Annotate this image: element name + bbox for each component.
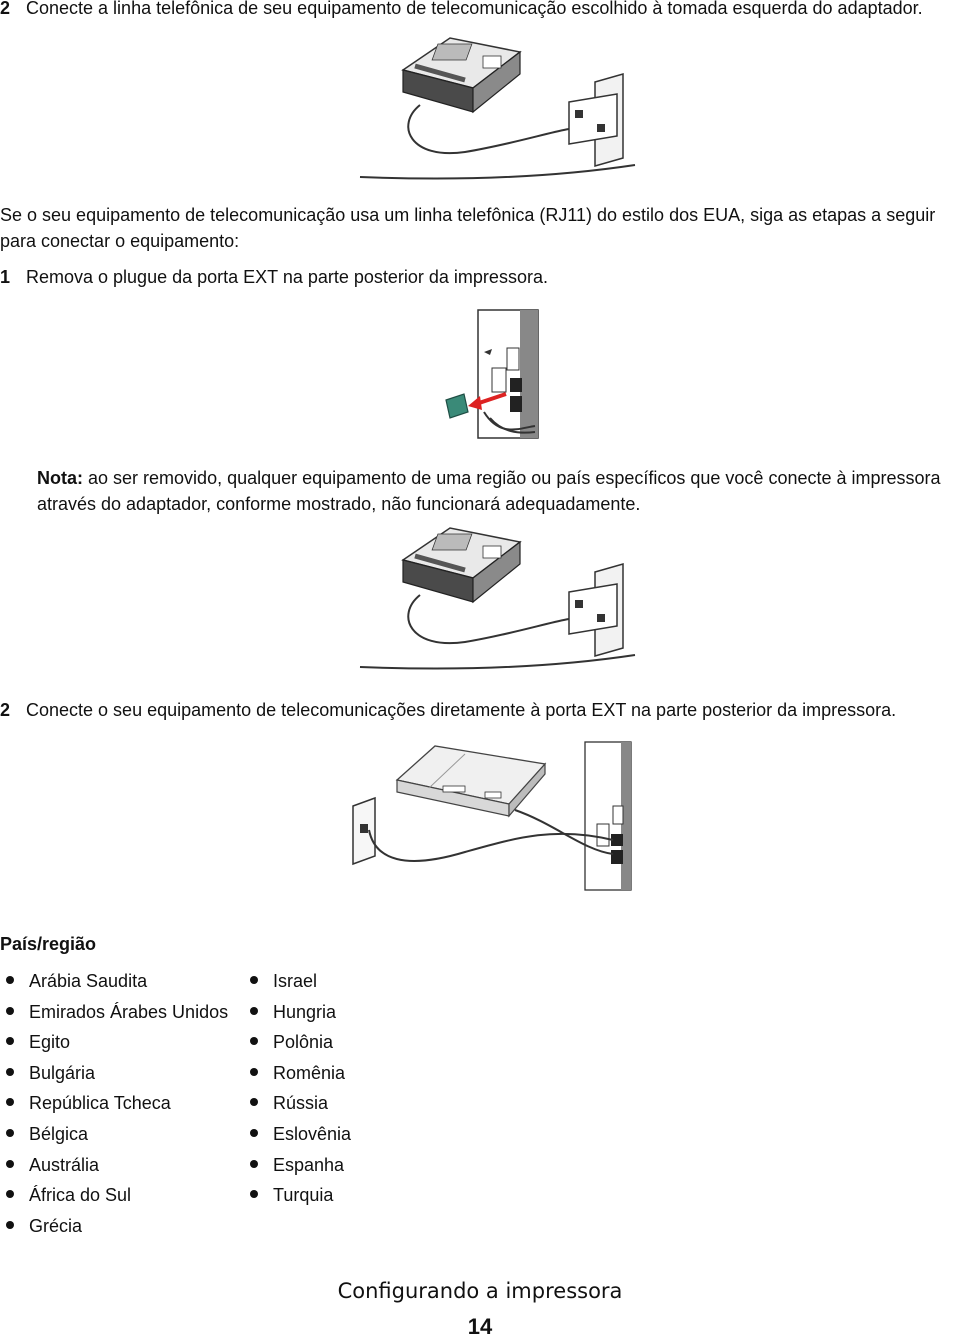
wall-jack-icon [353,798,375,864]
page-number: 14 [467,1314,493,1339]
list-item: República Tcheca [0,1088,228,1119]
printer-plug-removal-illustration [440,308,540,440]
bullet-icon [250,1037,258,1045]
bullet-icon [6,1190,14,1198]
answering-machine-adapter-illustration [355,30,645,190]
list-item: Romênia [244,1058,351,1089]
country-list-column-2 [244,966,351,1211]
step-number: 2 [0,0,11,18]
footer-section-title: Configurando a impressora [337,1279,623,1303]
bullet-icon [6,976,14,984]
bullet-icon [6,1160,14,1168]
bullet-icon [250,976,258,984]
list-item: Espanha [244,1150,351,1181]
bullet-icon [250,1160,258,1168]
list-item: Grécia [0,1211,228,1242]
bullet-icon [6,1037,14,1045]
country-list-heading: País/região [0,934,97,954]
list-item: Israel [244,966,351,997]
bullet-icon [6,1129,14,1137]
list-item: Hungria [244,997,351,1028]
rj11-intro-paragraph: Se o seu equipamento de telecomunicação usa um linha telefônica (RJ11) do estilo dos EUA, siga as etapas a seguir para conectar o equipamento: [0,205,936,251]
list-item: Arábia Saudita [0,966,228,997]
plug-icon [446,394,468,418]
list-item: Turquia [244,1180,351,1211]
step-1-remove-plug [0,264,548,290]
list-item: Eslovênia [244,1119,351,1150]
bullet-icon [250,1129,258,1137]
printer-back-icon [585,742,631,890]
wall-adapter-icon [569,74,623,166]
step-text: Conecte o seu equipamento de telecomunicações diretamente à porta EXT na parte posterior da impressora. [26,700,897,720]
ext-port-connection-illustration [345,740,635,890]
answering-machine-icon [403,528,520,602]
bullet-icon [250,1068,258,1076]
list-item: Emirados Árabes Unidos [0,997,228,1028]
list-item: Polônia [244,1027,351,1058]
list-item: Bulgária [0,1058,228,1089]
note-text: ao ser removido, qualquer equipamento de uma região ou país específicos que você conecte à impressora através do adaptador, conforme mostrado, não funcionará adequadamente. [37,468,941,514]
step-number: 2 [0,700,11,720]
step-text: Remova o plugue da porta EXT na parte posterior da impressora. [26,267,548,287]
bullet-icon [6,1098,14,1106]
answering-machine-icon [403,38,520,112]
country-list-column-1 [0,966,228,1241]
step-number: 1 [0,267,11,287]
answering-machine-adapter-illustration-2 [355,520,645,680]
bullet-icon [250,1190,258,1198]
list-item: Austrália [0,1150,228,1181]
wall-adapter-icon [569,564,623,656]
bullet-icon [250,1007,258,1015]
bullet-icon [6,1007,14,1015]
bullet-icon [250,1098,258,1106]
list-item: África do Sul [0,1180,228,1211]
bullet-icon [6,1068,14,1076]
step-text: Conecte a linha telefônica de seu equipamento de telecomunicação escolhido à tomada esquerda do adaptador. [26,0,923,18]
telecom-device-icon [397,746,545,816]
list-item: Rússia [244,1088,351,1119]
list-item: Egito [0,1027,228,1058]
step-2-ext-port-instruction [0,697,896,723]
step-2-adapter-instruction [0,0,923,21]
list-item: Bélgica [0,1119,228,1150]
bullet-icon [6,1221,14,1229]
note-label: Nota: [37,468,83,488]
note-paragraph [37,465,960,517]
